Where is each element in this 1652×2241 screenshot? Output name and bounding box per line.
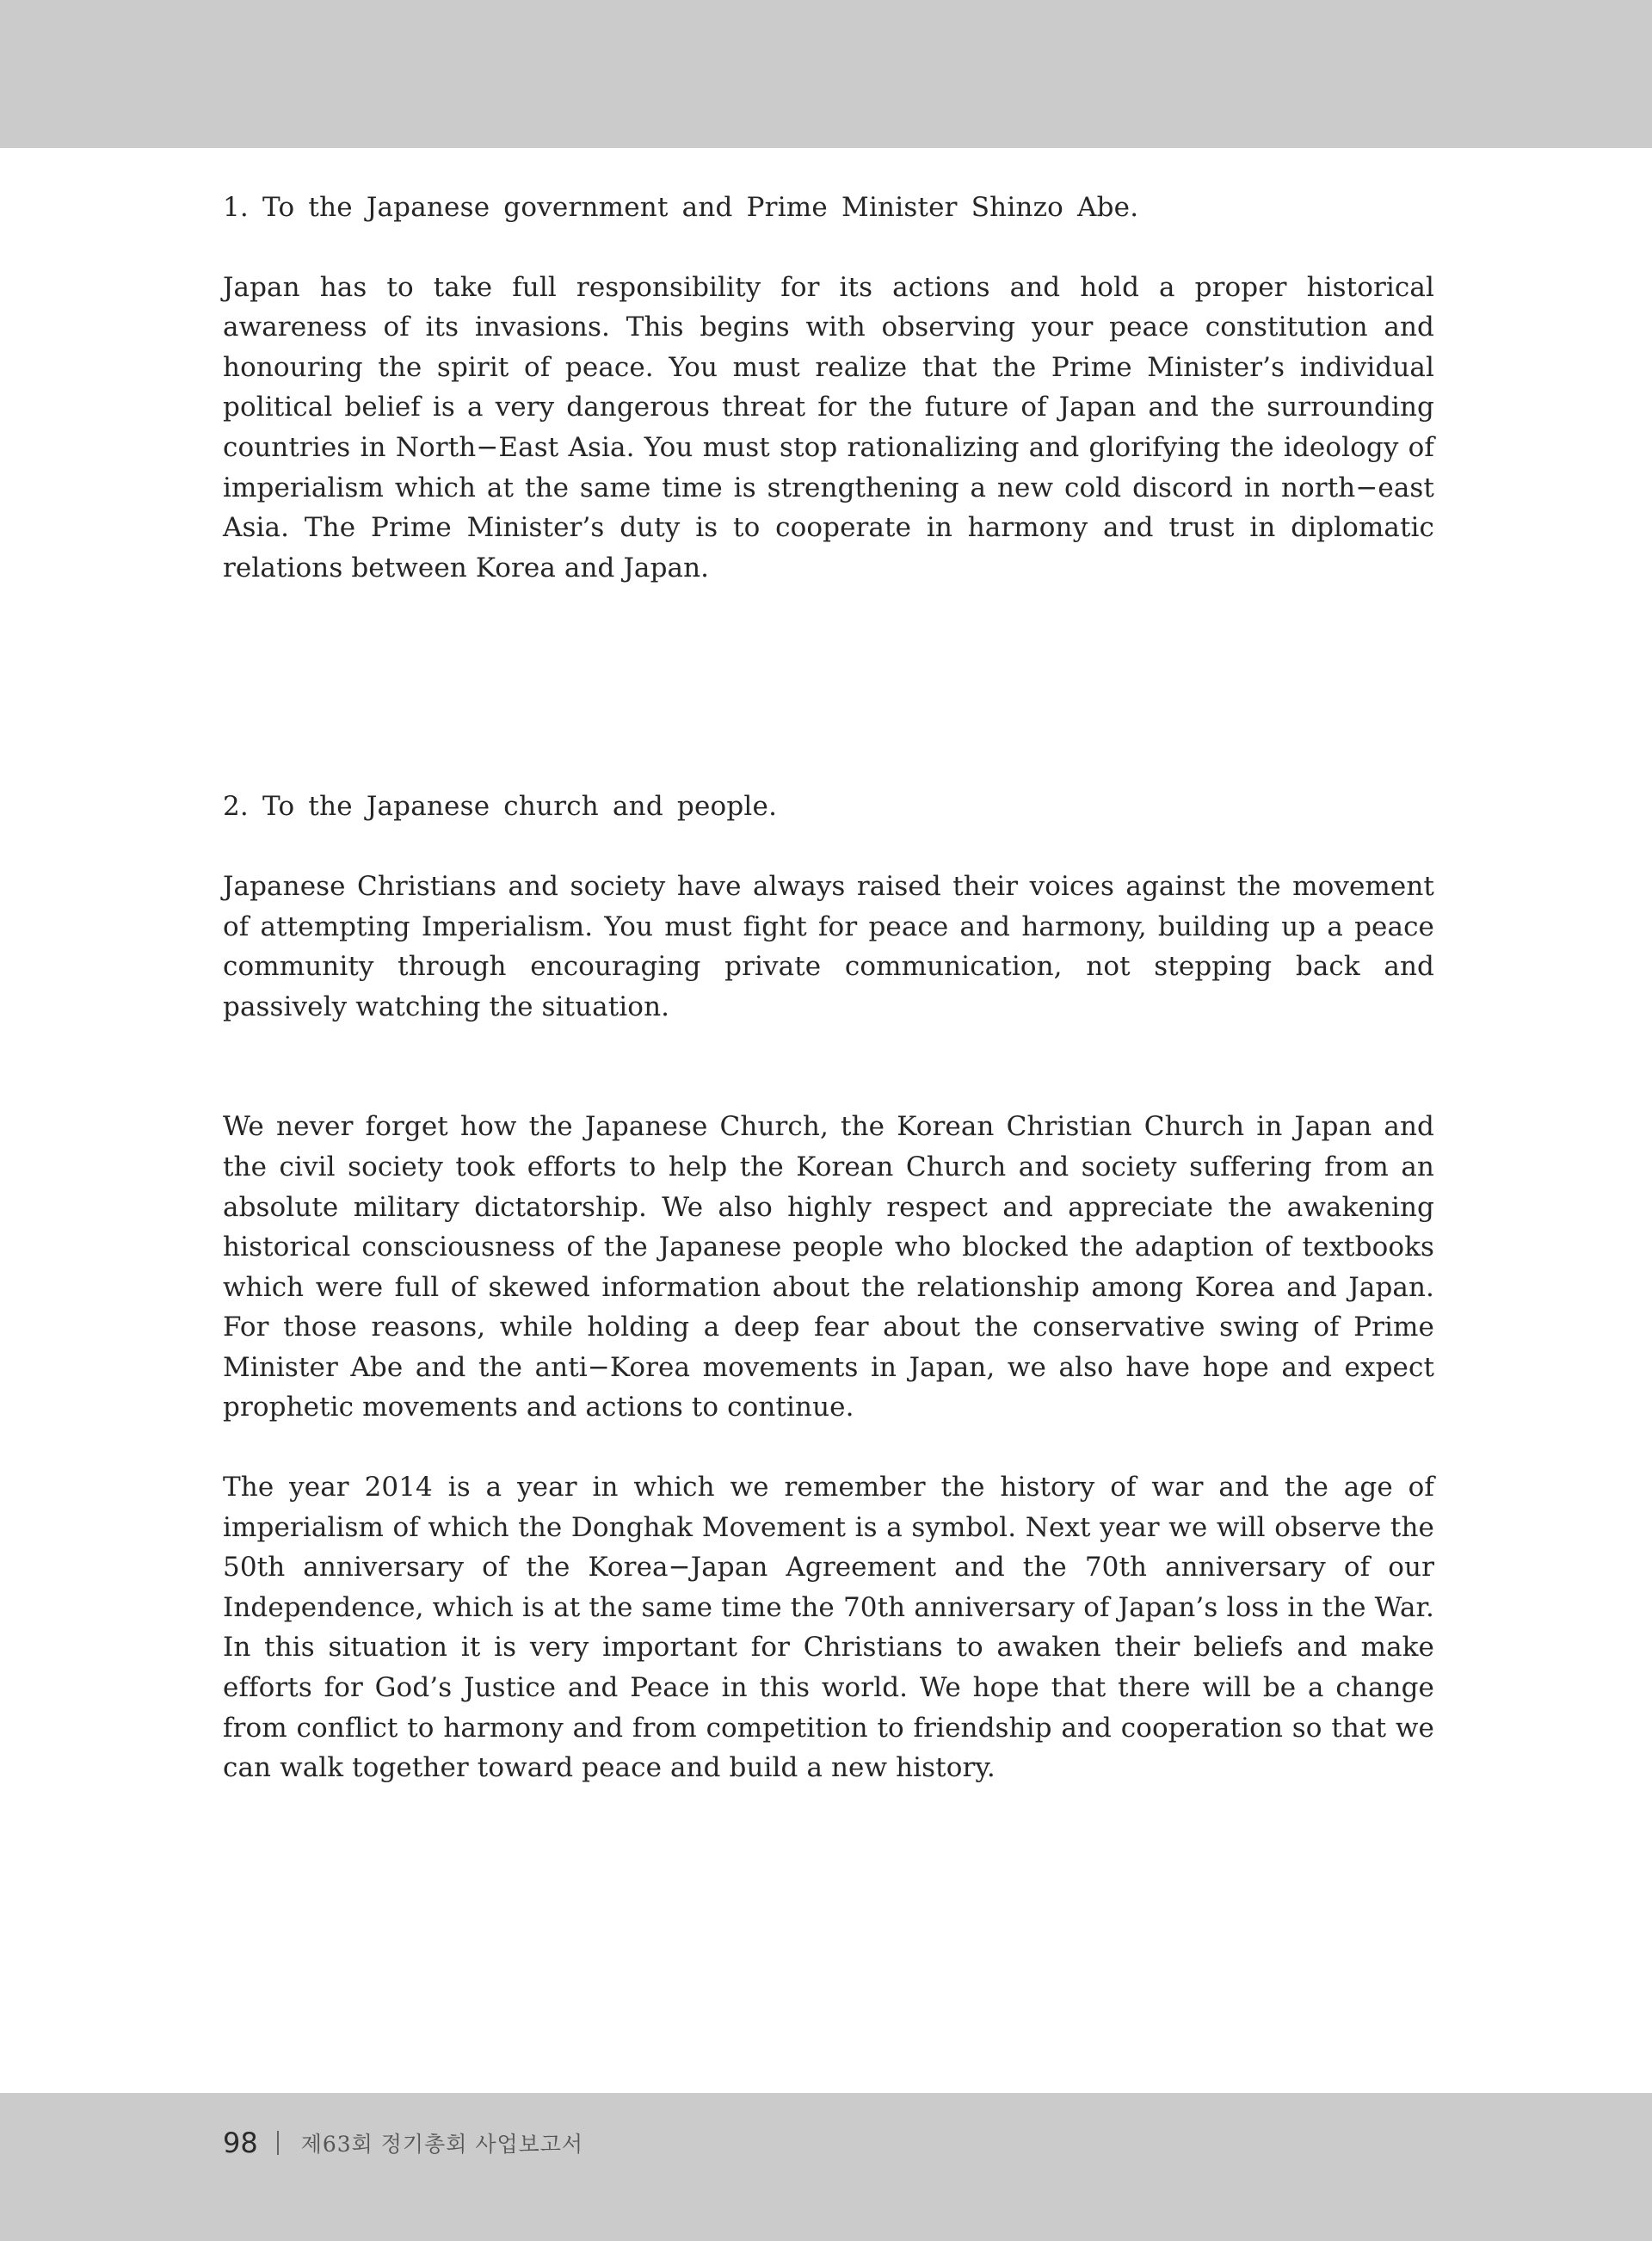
spacer <box>223 1027 1434 1107</box>
spacer <box>223 228 1434 268</box>
page-number: 98 <box>223 2127 258 2159</box>
spacer <box>223 827 1434 867</box>
document-body <box>223 188 1434 1788</box>
section-2-paragraph-3: The year 2014 is a year in which we remember the history of war and the age of imperialism of which the Donghak Movement is a symbol. Next year we will observe the 50th anniversary of the Korea−Japan Agreement and the 70th anniversary of our Independence, which is at the same time the 70th anniversary of Japan’s loss in the War. In this situation it is very important for Christians to awaken their beliefs and make efforts for God’s Justice and Peace in this world. We hope that there will be a change from conflict to harmony and from competition to friendship and cooperation so that we can walk together toward peace and build a new history. <box>223 1472 1434 1784</box>
section-2-heading: 2. To the Japanese church and people. <box>223 791 778 823</box>
section-1-heading: 1. To the Japanese government and Prime Minister Shinzo Abe. <box>223 192 1139 223</box>
footer-band <box>0 2093 1652 2241</box>
spacer <box>223 588 1434 787</box>
header-band <box>0 0 1652 148</box>
report-title: 제63회 정기총회 사업보고서 <box>300 2132 584 2157</box>
footer-divider <box>277 2131 279 2155</box>
section-1-paragraph: Japan has to take full responsibility for its actions and hold a proper historical awareness of its invasions. This begins with observing your peace constitution and honouring the spirit of peace. You must realize that the Prime Minister’s individual political belief is a very dangerous threat for the future of Japan and the surrounding countries in North−East Asia. You must stop rationalizing and glorifying the ideology of imperialism which at the same time is strengthening a new cold discord in north−east Asia. The Prime Minister’s duty is to cooperate in harmony and trust in diplomatic relations between Korea and Japan. <box>223 271 1434 583</box>
section-2-paragraph-2: We never forget how the Japanese Church, the Korean Christian Church in Japan and the civil society took efforts to help the Korean Church and society suffering from an absolute military dictatorship. We also highly respect and appreciate the awakening historical consciousness of the Japanese people who blocked the adaption of textbooks which were full of skewed information about the relationship among Korea and Japan. For those reasons, while holding a deep fear about the conservative swing of Prime Minister Abe and the anti−Korea movements in Japan, we also have hope and expect prophetic movements and actions to continue. <box>223 1111 1434 1423</box>
page-footer <box>223 2126 583 2160</box>
section-2-paragraph-1: Japanese Christians and society have always raised their voices against the movement of attempting Imperialism. You must fight for peace and harmony, building up a peace community through encouraging private communication, not stepping back and passively watching the situation. <box>223 870 1434 1022</box>
spacer <box>223 1428 1434 1467</box>
